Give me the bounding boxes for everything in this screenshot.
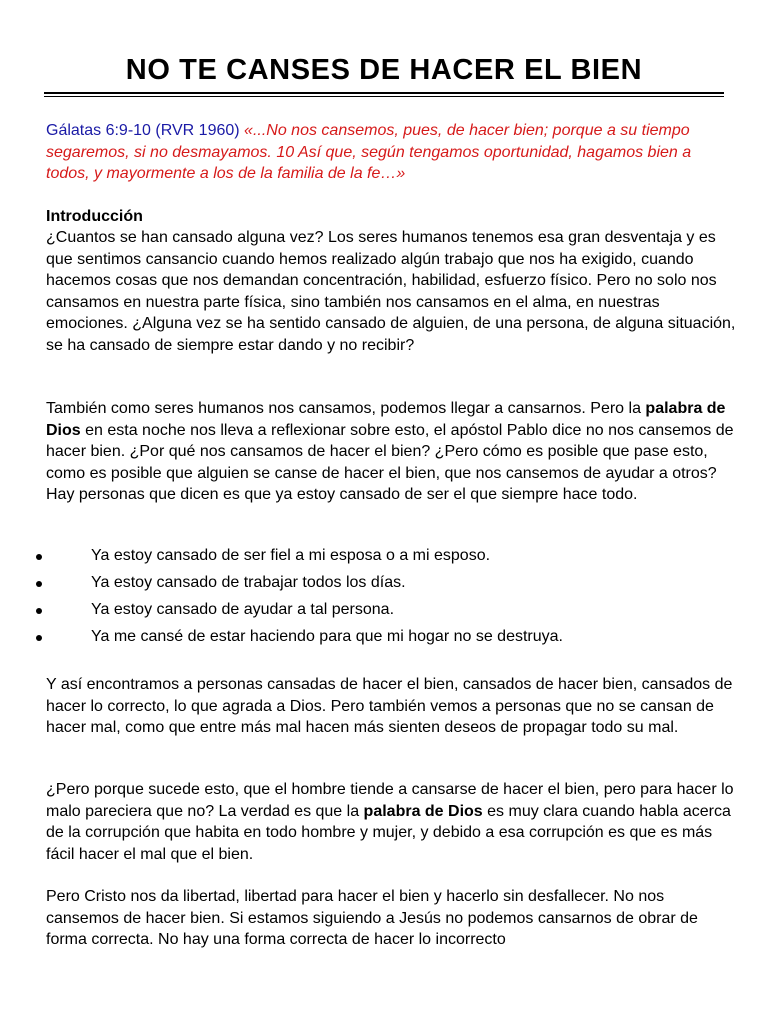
list-item (0, 572, 768, 599)
paragraph-4-text-b: es muy clara cuando habla acerca de la corrupción que habita en todo hombre y mujer, y debido a esa corrupción es que es más fácil hacer el mal que el bien. (46, 802, 731, 863)
bullet-icon (36, 554, 42, 560)
paragraph-4 (46, 779, 736, 865)
verse-quote: «...No nos cansemos, pues, de hacer bien; porque a su tiempo segaremos, si no desmayamos. 10 Así que, según tengamos oportunidad, hagamos bien a todos, y mayormente a los de la familia de la fe…» (46, 122, 692, 182)
paragraph-2-bold: palabra de Dios (46, 400, 726, 439)
title-rule-thin (44, 96, 724, 97)
paragraph-5: Pero Cristo nos da libertad, libertad para hacer el bien y hacerlo sin desfallecer. No nos cansemos de hacer bien. Si estamos siguiendo a Jesús no podemos cansarnos de obrar de forma correcta. No hay una forma correcta de hacer lo incorrecto (46, 888, 698, 948)
list-item (0, 626, 768, 653)
list-item-text: Ya estoy cansado de ser fiel a mi esposa o a mi esposo. (91, 547, 491, 564)
bible-verse (46, 120, 736, 185)
list-item-text: Ya estoy cansado de trabajar todos los días. (91, 574, 406, 591)
paragraph-1: ¿Cuantos se han cansado alguna vez? Los seres humanos tenemos esa gran desventaja y es que sentimos cansancio cuando hemos realizado algún trabajo que nos ha exigido, cuando hacemos cosas que nos demandan concentración, habilidad, esfuerzo físico. Pero no solo nos cansamos en nuestra parte física, sino también nos cansamos en el alma, en nuestras emociones. ¿Alguna vez se ha sentido cansado de alguien, de una persona, de alguna situación, se ha cansado de siempre estar dando y no recibir? (46, 229, 736, 354)
introduction-heading: Introducción (46, 208, 143, 225)
paragraph-2-text-a: También como seres humanos nos cansamos, podemos llegar a cansarnos. Pero la (46, 400, 646, 417)
paragraph-4-text-a: ¿Pero porque sucede esto, que el hombre tiende a cansarse de hacer el bien, pero para hacer lo malo pareciera que no? La verdad es que la (46, 781, 734, 820)
title-rule-thick (44, 92, 724, 94)
paragraph-2 (46, 398, 736, 506)
paragraph-3: Y así encontramos a personas cansadas de hacer el bien, cansados de hacer bien, cansados de hacer lo correcto, lo que agrada a Dios. Pero también vemos a personas que no se cansan de hacer mal, como que entre más mal hacen más sienten deseos de propagar todo su mal. (46, 676, 733, 736)
document-title: NO TE CANSES DE HACER EL BIEN (125, 54, 643, 86)
bullet-icon (36, 581, 42, 587)
paragraph-4-bold: palabra de Dios (363, 802, 483, 820)
verse-reference: Gálatas 6:9-10 (RVR 1960) (46, 122, 240, 139)
list-item (0, 599, 768, 626)
bullet-list (0, 545, 768, 653)
bullet-icon (36, 635, 42, 641)
list-item-text: Ya me cansé de estar haciendo para que mi hogar no se destruya. (91, 628, 563, 645)
bullet-icon (36, 608, 42, 614)
list-item-text: Ya estoy cansado de ayudar a tal persona. (91, 601, 395, 618)
list-item (0, 545, 768, 572)
paragraph-2-text-b: en esta noche nos lleva a reflexionar sobre esto, el apóstol Pablo dice no nos cansemos de hacer bien. ¿Por qué nos cansamos de hacer el bien? ¿Pero cómo es posible que pase esto, como es posible que alguien se canse de hacer el bien, que nos cansemos de ayudar a otros? Hay personas que dicen es que ya estoy cansado de ser el que siempre hace todo. (46, 421, 734, 503)
